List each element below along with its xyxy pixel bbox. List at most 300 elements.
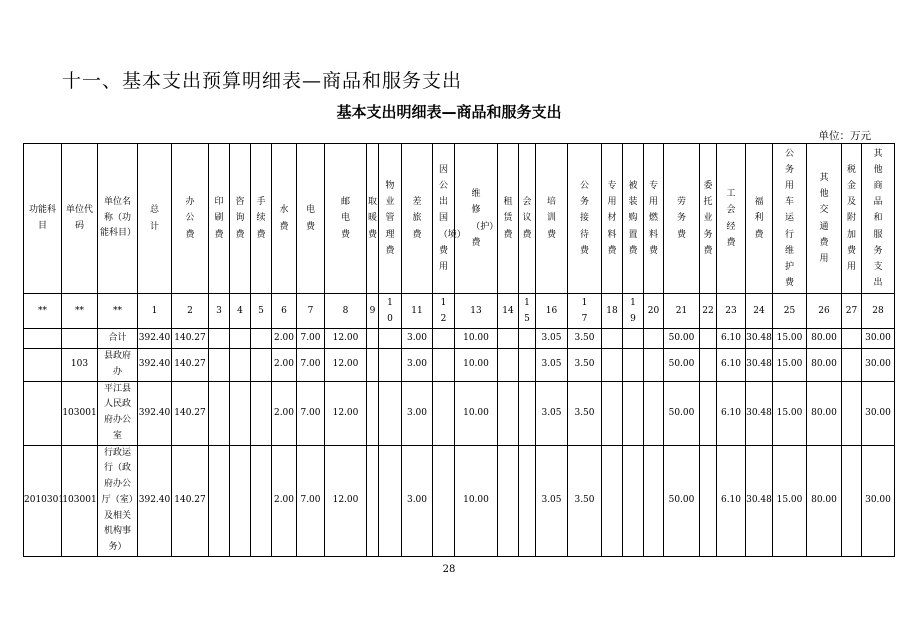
table-cell [455,381,498,445]
table-row [24,329,895,349]
cell-value: 6.10 [720,359,742,370]
table-cell [24,349,62,382]
table-cell [297,349,325,382]
header-label: 专用燃料费 [648,181,658,256]
table-cell [98,329,138,349]
table-cell [717,445,746,556]
table-cell [644,445,664,556]
header-cell [297,144,325,294]
header-label: 因公出国（境）费用 [438,164,466,272]
column-number: 14 [502,305,514,316]
cell-value: 140.27 [174,407,206,418]
header-label: 邮电费 [340,197,350,240]
table-cell [297,445,325,556]
cell-value: 3.00 [406,359,428,370]
cell-value: 392.40 [138,359,171,370]
table-cell [623,329,644,349]
column-number: 12 [440,297,447,324]
column-number: 25 [783,305,796,316]
column-number-cell [325,294,367,329]
cell-value: 103001 [62,407,97,418]
cell-value: 3.05 [541,333,562,344]
header-label: 租赁费 [503,197,513,240]
cell-value: 12.00 [332,359,359,370]
column-number-cell [138,294,172,329]
header-label: 手续费 [256,197,266,240]
cell-value: 2.00 [273,495,295,506]
header-label: 其他交通费用 [819,172,829,264]
table-cell [272,445,297,556]
cell-value: 15.00 [776,359,803,370]
header-cell [746,144,773,294]
cell-value: 2.00 [273,359,295,370]
table-cell [773,381,807,445]
header-label: 福利费 [754,197,764,240]
cell-value: 15.00 [776,407,803,418]
header-cell [172,144,209,294]
table-row [24,445,895,556]
cell-value: 103 [70,359,89,370]
column-number: 11 [411,305,423,316]
column-number-cell [568,294,602,329]
table-cell [272,329,297,349]
cell-value: 6.10 [720,333,742,344]
cell-value: 140.27 [174,495,206,506]
table-cell [536,445,568,556]
column-number: 15 [524,297,530,324]
table-cell [402,381,433,445]
table-cell [623,381,644,445]
cell-value: 50.00 [668,333,695,344]
table-cell [172,381,209,445]
column-number: 21 [675,305,688,316]
header-label: 税金及附加费用 [846,164,856,272]
header-cell [325,144,367,294]
header-cell [379,144,402,294]
header-cell [230,144,251,294]
header-cell [98,144,138,294]
table-cell [402,349,433,382]
column-number-cell [98,294,138,329]
table-cell [700,329,717,349]
header-label: 培训费 [546,197,556,240]
column-number: 9 [369,305,376,316]
table-cell [644,329,664,349]
table-cell [862,381,895,445]
column-number: 18 [606,305,618,316]
column-number: 23 [725,305,737,316]
table-cell [664,329,700,349]
column-number-cell [172,294,209,329]
cell-value: 80.00 [811,333,837,344]
table-cell [367,381,379,445]
header-label: 其他商品和服务支出 [873,148,883,289]
cell-value: 3.00 [406,407,428,418]
table-row [24,381,895,445]
column-number: 10 [387,297,393,324]
cell-value: 12.00 [332,495,359,506]
cell-value: 140.27 [174,359,206,370]
header-cell [644,144,664,294]
table-cell [536,329,568,349]
cell-value: 平江县人民政府办公室 [103,383,131,441]
header-label: 差旅费 [412,197,422,240]
column-number: 24 [753,305,765,316]
cell-value: 3.50 [574,333,595,344]
table-cell [842,329,862,349]
table-cell [455,445,498,556]
cell-value: 3.00 [406,495,428,506]
cell-value: 392.40 [138,407,171,418]
table-cell [602,349,623,382]
cell-value: 12.00 [332,333,359,344]
table-cell [717,349,746,382]
column-number: 3 [216,305,222,316]
table-cell [664,445,700,556]
table-cell [717,381,746,445]
table-cell [402,329,433,349]
table-cell [251,445,272,556]
table-cell [700,445,717,556]
table-cell [402,445,433,556]
column-number: 6 [281,305,287,316]
column-number: 26 [818,305,830,316]
cell-value: 30.48 [746,495,772,506]
column-number: 4 [237,305,243,316]
table-cell [498,381,519,445]
header-cell [433,144,466,294]
column-number-cell [433,294,455,329]
column-number-cell [862,294,895,329]
cell-value: 10.00 [463,359,489,370]
header-cell [519,144,536,294]
table-cell [746,349,773,382]
cell-value: 合计 [108,332,127,343]
cell-value: 80.00 [811,495,837,506]
section-title: 十一、基本支出预算明细表—商品和服务支出 [62,70,463,92]
table-cell [746,329,773,349]
table-cell [807,381,842,445]
column-number-cell [379,294,402,329]
table-cell [602,381,623,445]
column-number: ** [75,305,84,316]
header-cell [62,144,98,294]
cell-value: 3.05 [541,495,562,506]
cell-value: 50.00 [668,495,695,506]
column-number-cell [367,294,379,329]
unit-label: 单位：万元 [818,130,871,142]
column-number: 1 [151,305,158,316]
cell-value: 2.00 [273,407,295,418]
column-number-cell [623,294,644,329]
column-number-cell [402,294,433,329]
table-cell [24,381,62,445]
header-label: 单位代码 [65,204,93,231]
column-number: 7 [307,305,314,316]
column-number: 28 [872,305,884,316]
expense-table [23,143,895,557]
header-label: 总计 [149,205,159,232]
cell-value: 10.00 [463,407,489,418]
table-cell [325,445,367,556]
table-cell [367,445,379,556]
column-number-cell [230,294,251,329]
table-cell [230,445,251,556]
column-number-cell [455,294,498,329]
header-cell [842,144,862,294]
cell-value: 80.00 [811,407,837,418]
table-cell [297,329,325,349]
column-number: 13 [470,305,482,316]
table-cell [568,349,602,382]
table-cell [272,349,297,382]
header-cell [209,144,230,294]
cell-value: 30.00 [865,333,891,344]
table-cell [455,329,498,349]
table-cell [379,329,402,349]
table-cell [602,329,623,349]
cell-value: 行政运行（政府办公厅（室）及相关机构事务） [101,447,134,552]
cell-value: 2.00 [273,333,295,344]
header-cell [251,144,272,294]
header-cell [498,144,519,294]
header-label: 取暖费 [367,197,377,240]
cell-value: 12.00 [332,407,359,418]
table-cell [138,329,172,349]
header-label: 委托业务费 [703,181,713,256]
cell-value: 7.00 [300,407,321,418]
table-cell [536,381,568,445]
table-cell [62,349,98,382]
cell-value: 2010301 [24,495,65,506]
table-cell [251,329,272,349]
column-number-cell [209,294,230,329]
table-cell [367,349,379,382]
table-cell [138,381,172,445]
table-cell [519,329,536,349]
header-label: 工会经费 [726,189,736,248]
column-number: ** [113,305,122,316]
table-cell [98,349,138,382]
header-cell [717,144,746,294]
table-cell [172,329,209,349]
column-number-cell [773,294,807,329]
header-label: 单位名称（功能科目） [100,196,137,239]
cell-value: 15.00 [776,333,803,344]
table-cell [623,349,644,382]
cell-value: 30.00 [865,359,891,370]
column-number: ** [38,305,47,316]
table-cell [209,381,230,445]
table-title: 基本支出明细表—商品和服务支出 [336,103,562,121]
cell-value: 50.00 [668,359,695,370]
column-number-cell [746,294,773,329]
table-cell [519,381,536,445]
cell-value: 3.50 [574,359,595,370]
column-number-cell [644,294,664,329]
column-number-cell [842,294,862,329]
cell-value: 3.50 [574,495,595,506]
table-cell [862,445,895,556]
cell-value: 30.48 [746,333,772,344]
table-cell [773,349,807,382]
table-cell [498,329,519,349]
table-cell [433,329,455,349]
header-label: 会议费 [522,197,532,240]
table-cell [842,445,862,556]
table-cell [98,381,138,445]
table-cell [519,445,536,556]
header-label: 专用材料费 [607,181,617,256]
table-cell [325,381,367,445]
table-cell [568,381,602,445]
header-label: 水费 [279,205,289,232]
table-cell [138,445,172,556]
header-label: 咨询费 [235,197,245,240]
header-cell [24,144,62,294]
table-cell [251,349,272,382]
table-cell [379,349,402,382]
table-cell [536,349,568,382]
header-label: 办公费 [185,197,195,240]
table-cell [433,349,455,382]
header-cell [272,144,297,294]
cell-value: 15.00 [776,495,803,506]
table-cell [62,445,98,556]
table-cell [433,445,455,556]
table-cell [62,381,98,445]
table-row [24,349,895,382]
cell-value: 392.40 [138,495,171,506]
column-number-cell [297,294,325,329]
table-cell [230,329,251,349]
cell-value: 10.00 [463,333,489,344]
cell-value: 30.48 [746,359,772,370]
table-cell [379,381,402,445]
header-cell [138,144,172,294]
cell-value: 392.40 [138,333,171,344]
column-number: 5 [258,305,264,316]
table-cell [807,349,842,382]
header-cell [773,144,807,294]
cell-value: 140.27 [174,333,206,344]
header-cell [602,144,623,294]
cell-value: 80.00 [811,359,837,370]
header-row [24,144,895,294]
table-body [24,144,895,557]
column-number: 22 [702,305,714,316]
cell-value: 县政府办 [103,351,131,377]
cell-value: 7.00 [300,333,321,344]
column-number: 20 [647,305,660,316]
table-cell [272,381,297,445]
header-cell [623,144,644,294]
header-label: 物业管理费 [385,181,395,256]
table-cell [862,349,895,382]
column-number: 17 [581,297,588,324]
header-cell [807,144,842,294]
cell-value: 3.50 [574,407,595,418]
table-cell [664,381,700,445]
column-number-cell [602,294,623,329]
cell-value: 50.00 [668,407,695,418]
table-cell [602,445,623,556]
column-number-cell [62,294,98,329]
column-number-cell [251,294,272,329]
column-number-cell [272,294,297,329]
table-cell [455,349,498,382]
table-cell [62,329,98,349]
header-cell [700,144,717,294]
table-cell [807,329,842,349]
header-label: 印刷费 [214,197,224,240]
column-number: 16 [545,305,558,316]
header-label: 劳务费 [676,197,686,240]
table-cell [230,349,251,382]
table-cell [717,329,746,349]
table-cell [644,349,664,382]
cell-value: 3.05 [541,359,562,370]
table-cell [519,349,536,382]
header-cell [664,144,700,294]
table-cell [24,329,62,349]
table-cell [209,329,230,349]
table-cell [297,381,325,445]
column-number-cell [536,294,568,329]
column-number-cell [498,294,519,329]
cell-value: 10.00 [463,495,489,506]
cell-value: 30.00 [865,495,891,506]
cell-value: 6.10 [720,407,742,418]
table-cell [746,445,773,556]
cell-value: 3.00 [406,333,428,344]
table-cell [664,349,700,382]
table-cell [807,445,842,556]
table-cell [773,329,807,349]
table-cell [700,349,717,382]
header-label: 维修（护）费 [471,189,499,248]
table-cell [568,329,602,349]
table-cell [379,445,402,556]
table-cell [98,445,138,556]
cell-value: 3.05 [541,407,562,418]
header-cell [455,144,498,294]
column-number-cell [24,294,62,329]
header-cell [402,144,433,294]
table-cell [644,381,664,445]
table-cell [433,381,455,445]
page-number: 28 [442,564,456,575]
column-number: 19 [630,297,636,324]
header-cell [536,144,568,294]
table-cell [842,381,862,445]
cell-value: 103001 [62,495,97,506]
table-cell [842,349,862,382]
cell-value: 30.00 [865,407,891,418]
header-cell [862,144,895,294]
table-cell [623,445,644,556]
column-number-cell [664,294,700,329]
cell-value: 30.48 [746,407,772,418]
table-cell [24,445,65,556]
table-cell [209,349,230,382]
table-cell [251,381,272,445]
header-label: 功能科目 [28,204,56,231]
header-label: 公务用车运行维护费 [784,148,794,289]
column-number-cell [519,294,536,329]
table-cell [746,381,773,445]
column-number-cell [717,294,746,329]
